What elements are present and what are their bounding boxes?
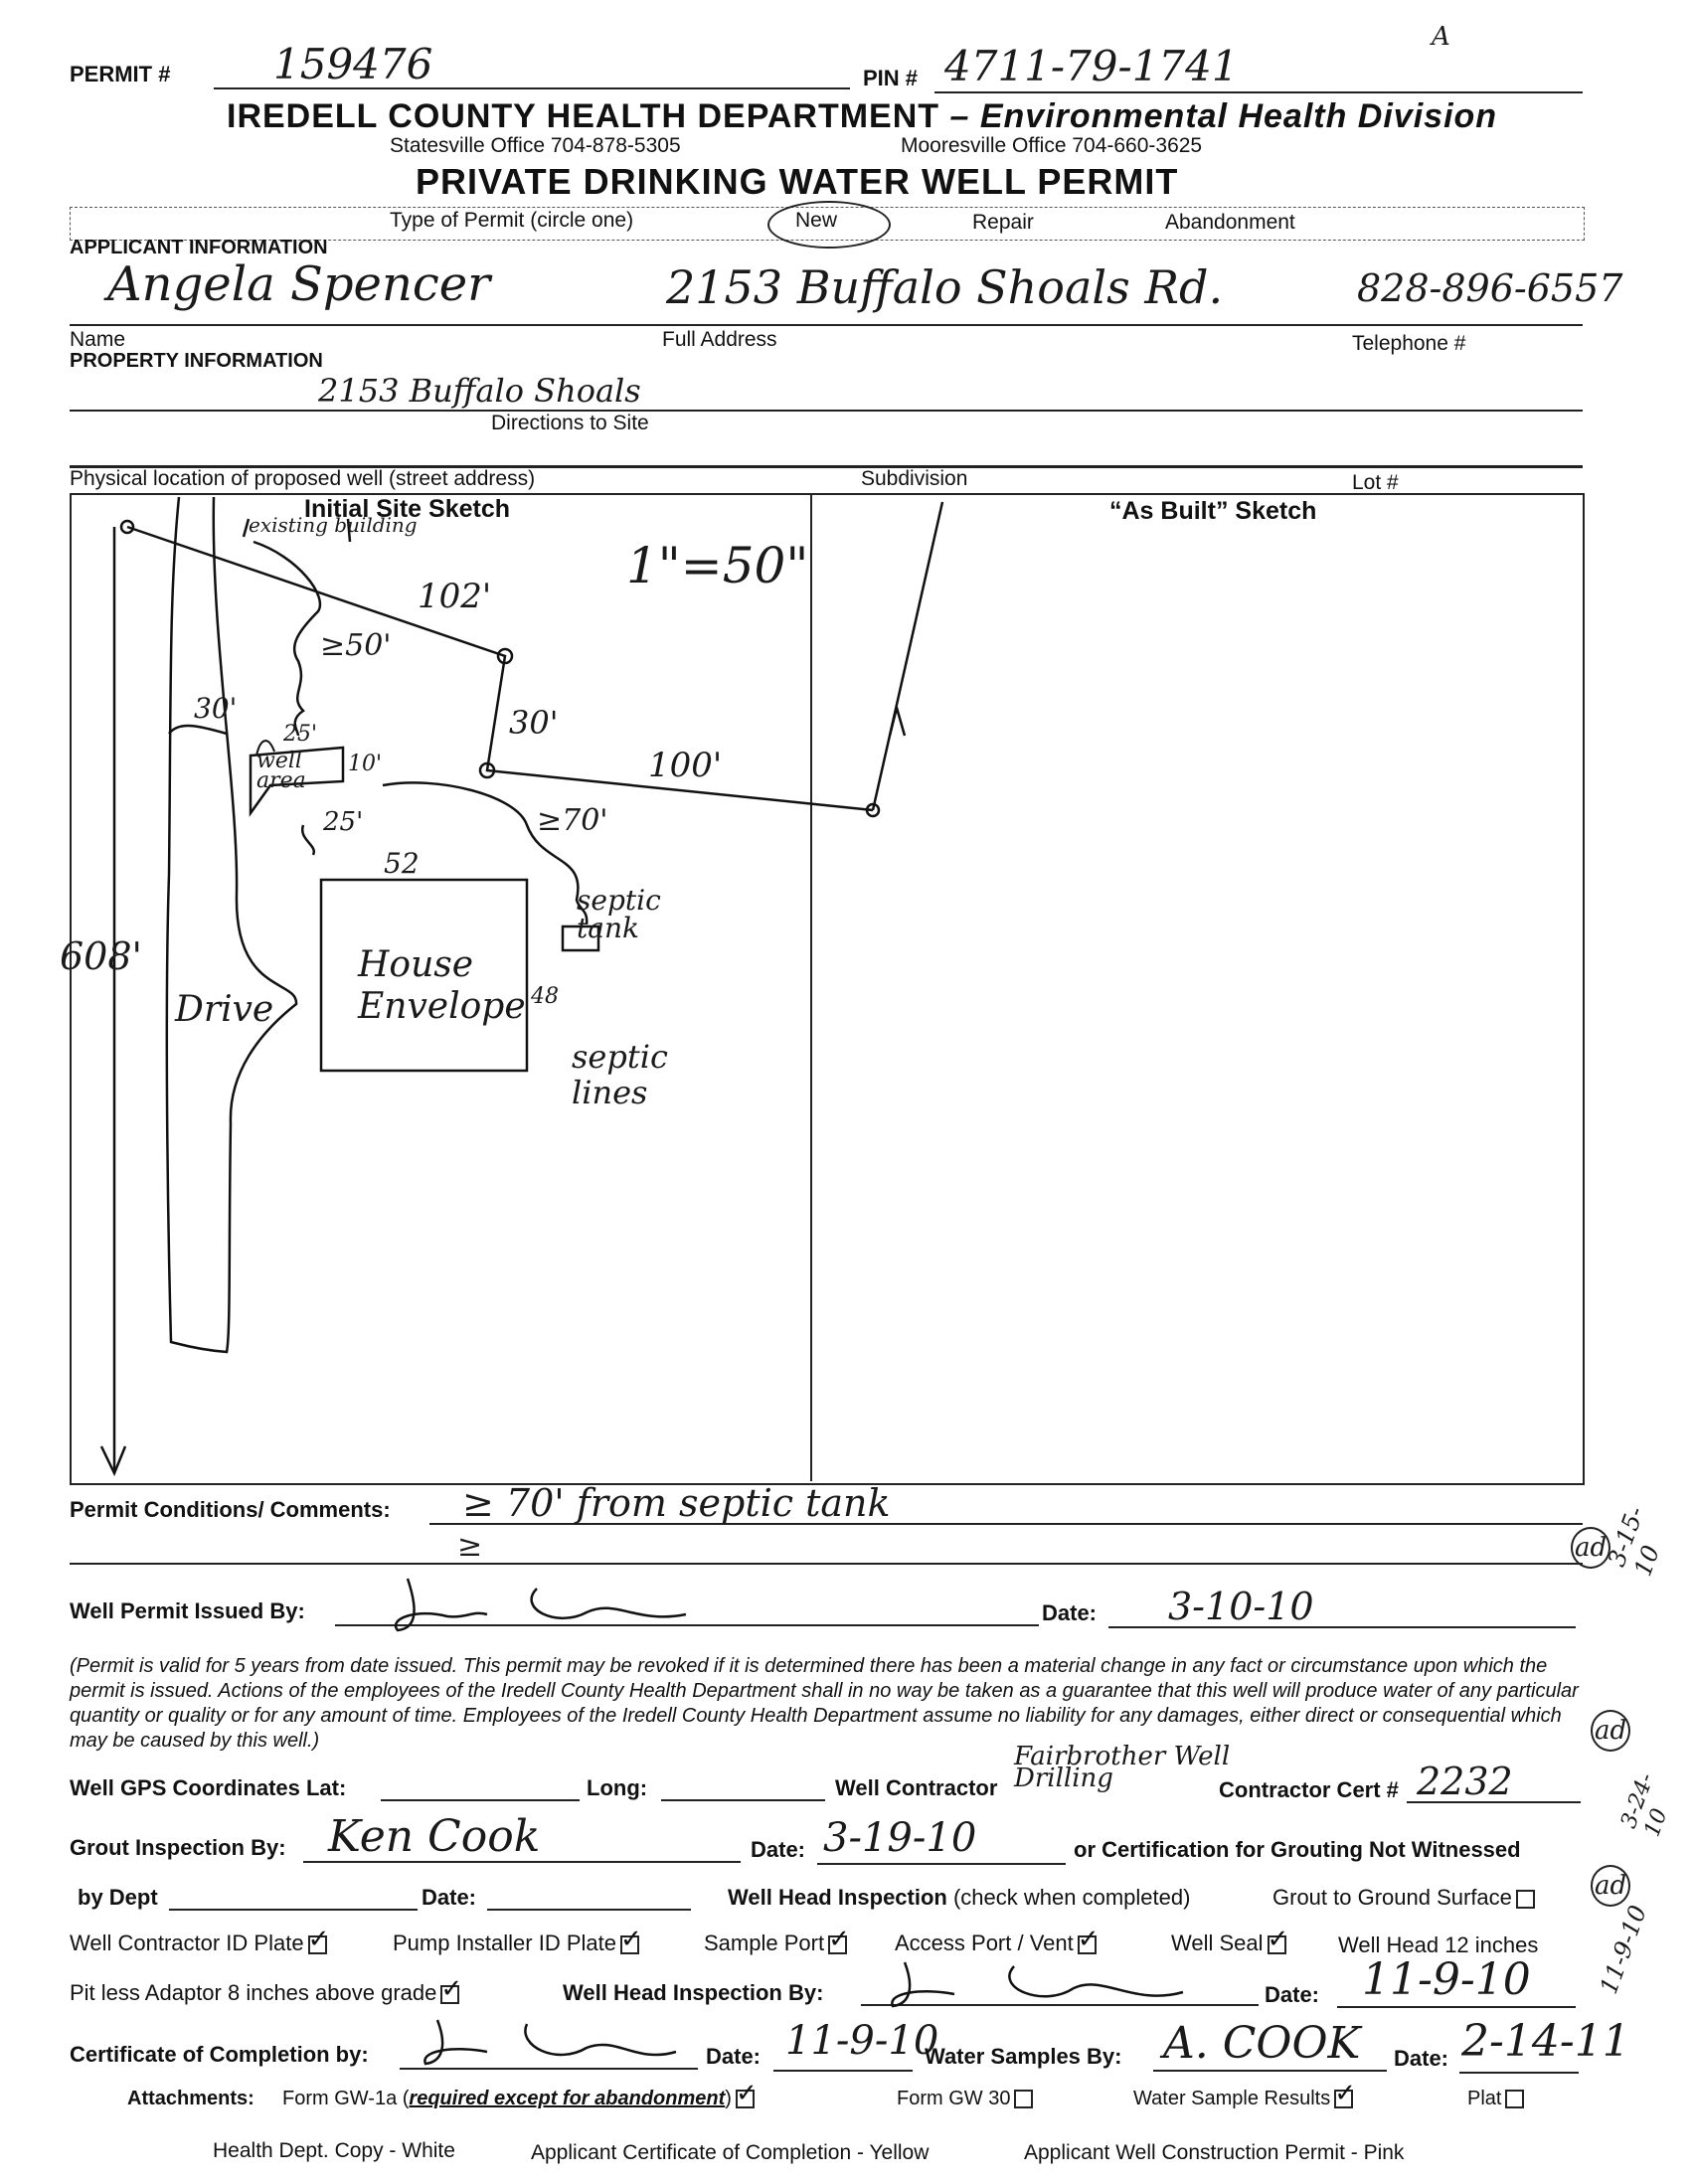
dist-25b-note: 25' [323, 807, 364, 837]
disclaimer: (Permit is valid for 5 years from date issued. This permit may be revoked if it is determined there has been a material change in any fact or circumstance upon which the permit is issued. Actions of the employees of the Iredell County Health Department shall in no way be taken as a guarantee that this well will produce water of any particular quantity or quality or for any amount of time. Employees of the Iredell County Health Department assume no liability for any damages, either direct or consequential which may be caused by this well.) [70, 1655, 1579, 1752]
wellhead-grout-ground-checkbox[interactable] [1516, 1890, 1535, 1909]
contractor-label: Well Contractor [835, 1775, 998, 1800]
by-dept-date-label: Date: [422, 1885, 477, 1910]
grout-by-value[interactable]: Ken Cook [328, 1811, 541, 1862]
permit-label: PERMIT # [70, 62, 171, 86]
existing-building-note: existing building [249, 513, 418, 537]
scale-note: 1"=50" [626, 537, 809, 594]
conditions-label: Permit Conditions/ Comments: [70, 1497, 391, 1522]
lot-label: Lot # [1352, 471, 1399, 494]
samples-date-value[interactable]: 2-14-11 [1461, 2016, 1630, 2067]
gps-long-label: Long: [587, 1775, 648, 1800]
permit-number[interactable]: 159476 [273, 40, 433, 88]
completion-signature [418, 2006, 686, 2076]
wellhead-sample-port[interactable]: Sample Port✓ [704, 1931, 847, 1956]
wellhead-pump-plate[interactable]: Pump Installer ID Plate✓ [393, 1931, 639, 1956]
gw1a-checkbox[interactable] [736, 2090, 755, 2108]
as-built-sketch-title: “As Built” Sketch [1109, 497, 1317, 525]
wellhead-insp-by-label: Well Head Inspection By: [563, 1980, 824, 2005]
contractor-cert-value[interactable]: 2232 [1417, 1760, 1513, 1803]
issued-margin-date: 3-15-10 [1603, 1502, 1666, 1581]
copy-health-dept: Health Dept. Copy - White [213, 2139, 455, 2162]
wellhead-date-label: Date: [1265, 1982, 1320, 2007]
contractor-value[interactable]: Fairbrother Well Drilling [1014, 1742, 1231, 1793]
org-name: IREDELL COUNTY HEALTH DEPARTMENT – Environmental Health Division [227, 97, 1498, 135]
wellhead-contractor-plate[interactable]: Well Contractor ID Plate✓ [70, 1931, 327, 1956]
dist-ge70-note: ≥70' [537, 803, 608, 838]
subdivision-label: Subdivision [861, 467, 968, 490]
by-dept-label: by Dept [78, 1885, 158, 1910]
wellhead-signature [885, 1948, 1213, 2018]
gps-margin-date: 3-24-10 [1616, 1769, 1673, 1841]
contractor-plate-checkbox[interactable] [308, 1935, 327, 1954]
issued-margin-initials: ad [1571, 1527, 1610, 1569]
samples-label: Water Samples By: [925, 2044, 1122, 2069]
grout-date-value[interactable]: 3-19-10 [823, 1815, 977, 1861]
name-label: Name [70, 328, 126, 351]
dist-102-note: 102' [418, 577, 492, 616]
corner-mark: A [1432, 22, 1450, 52]
well-area-note: well area [256, 749, 306, 793]
wellhead-date-value[interactable]: 11-9-10 [1362, 1954, 1531, 2005]
initial-sketch-title: Initial Site Sketch [304, 495, 511, 523]
gps-lat-label: Well GPS Coordinates Lat: [70, 1775, 347, 1800]
permit-type-repair[interactable]: Repair [972, 211, 1034, 234]
mooresville-office: Mooresville Office 704-660-3625 [901, 134, 1203, 157]
applicant-section-label: APPLICANT INFORMATION [70, 237, 328, 258]
wellhead-12-inches[interactable]: Well Head 12 inches [1338, 1932, 1539, 1957]
permit-type-label: Type of Permit (circle one) [390, 209, 634, 232]
wellhead-access-port[interactable]: Access Port / Vent✓ [895, 1931, 1097, 1956]
pump-plate-checkbox[interactable] [620, 1935, 639, 1954]
pin-label: PIN # [863, 66, 919, 90]
form-title: PRIVATE DRINKING WATER WELL PERMIT [416, 161, 1179, 202]
dist-30b-note: 30' [509, 704, 559, 742]
wellhead-heading: Well Head Inspection (check when completed) [728, 1885, 1191, 1910]
well-seal-checkbox[interactable] [1268, 1935, 1286, 1954]
dist-25a-note: 25' [283, 722, 318, 747]
samples-value[interactable]: A. COOK [1163, 2018, 1361, 2069]
conditions-value-2[interactable]: ≥ [457, 1529, 483, 1564]
dist-30a-note: 30' [194, 692, 238, 725]
sample-port-checkbox[interactable] [828, 1935, 847, 1954]
gw30-checkbox[interactable] [1014, 2090, 1033, 2108]
issued-by-label: Well Permit Issued By: [70, 1598, 305, 1623]
dist-100-note: 100' [648, 746, 723, 785]
grout-label: Grout Inspection By: [70, 1835, 286, 1860]
property-section-label: PROPERTY INFORMATION [70, 350, 323, 372]
dist-10-note: 10' [348, 752, 383, 776]
dist-608-note: 608' [60, 934, 142, 978]
plat-checkbox[interactable] [1505, 2090, 1524, 2108]
wellhead-pitless-adaptor[interactable]: Pit less Adaptor 8 inches above grade✓ [70, 1980, 459, 2006]
dist-ge50-note: ≥50' [320, 628, 392, 663]
applicant-name[interactable]: Angela Spencer [107, 256, 491, 312]
attachment-plat[interactable]: Plat [1467, 2088, 1524, 2110]
issued-by-signature [388, 1569, 716, 1638]
pin-number[interactable]: 4711-79-1741 [944, 42, 1239, 90]
samples-date-label: Date: [1394, 2046, 1449, 2071]
conditions-value[interactable]: ≥ 70' from septic tank [462, 1481, 891, 1525]
directions-label: Directions to Site [491, 412, 649, 434]
copy-certificate: Applicant Certificate of Completion - Yellow [531, 2141, 930, 2164]
telephone-label: Telephone # [1352, 332, 1466, 355]
directions-value[interactable]: 2153 Buffalo Shoals [318, 372, 641, 410]
attachments-label: Attachments: [127, 2088, 254, 2109]
completion-date-value[interactable]: 11-9-10 [785, 2018, 939, 2064]
statesville-office: Statesville Office 704-878-5305 [390, 134, 681, 157]
wellhead-margin-date: 11-9-10 [1595, 1902, 1652, 1998]
attachment-gw1a[interactable]: Form GW-1a (required except for abandonment)✓ [282, 2088, 755, 2110]
copy-construction: Applicant Well Construction Permit - Pink [1024, 2141, 1405, 2164]
applicant-address[interactable]: 2153 Buffalo Shoals Rd. [666, 260, 1224, 314]
gps-margin-initials: ad [1591, 1710, 1630, 1752]
septic-lines-note: septic lines [572, 1038, 668, 1111]
permit-type-new[interactable]: New [795, 209, 838, 232]
house-depth-note: 48 [531, 984, 559, 1009]
issued-date-value[interactable]: 3-10-10 [1168, 1585, 1314, 1628]
contractor-cert-label: Contractor Cert # [1219, 1777, 1399, 1802]
grout-date-label: Date: [751, 1837, 806, 1862]
wellhead-well-seal[interactable]: Well Seal✓ [1171, 1931, 1286, 1956]
location-label: Physical location of proposed well (street address) [70, 467, 536, 490]
attachment-gw30[interactable]: Form GW 30 [897, 2088, 1033, 2110]
completion-date-label: Date: [706, 2044, 762, 2069]
house-envelope-note: House Envelope [358, 944, 526, 1027]
septic-tank-note: septic tank [577, 884, 661, 944]
issued-date-label: Date: [1042, 1600, 1098, 1625]
wellhead-margin-initials: ad [1591, 1865, 1630, 1907]
attachment-water-sample[interactable]: Water Sample Results✓ [1133, 2088, 1353, 2110]
applicant-phone[interactable]: 828-896-6557 [1357, 266, 1623, 310]
completion-label: Certificate of Completion by: [70, 2042, 369, 2067]
full-address-label: Full Address [662, 328, 777, 351]
grout-cert-label: or Certification for Grouting Not Witnessed [1074, 1837, 1521, 1862]
permit-type-abandonment[interactable]: Abandonment [1165, 211, 1295, 234]
wellhead-grout-ground[interactable]: Grout to Ground Surface [1272, 1885, 1535, 1911]
house-width-note: 52 [384, 847, 420, 880]
drive-note: Drive [175, 989, 274, 1030]
pitless-adaptor-checkbox[interactable] [440, 1985, 459, 2004]
water-sample-checkbox[interactable] [1334, 2090, 1353, 2108]
